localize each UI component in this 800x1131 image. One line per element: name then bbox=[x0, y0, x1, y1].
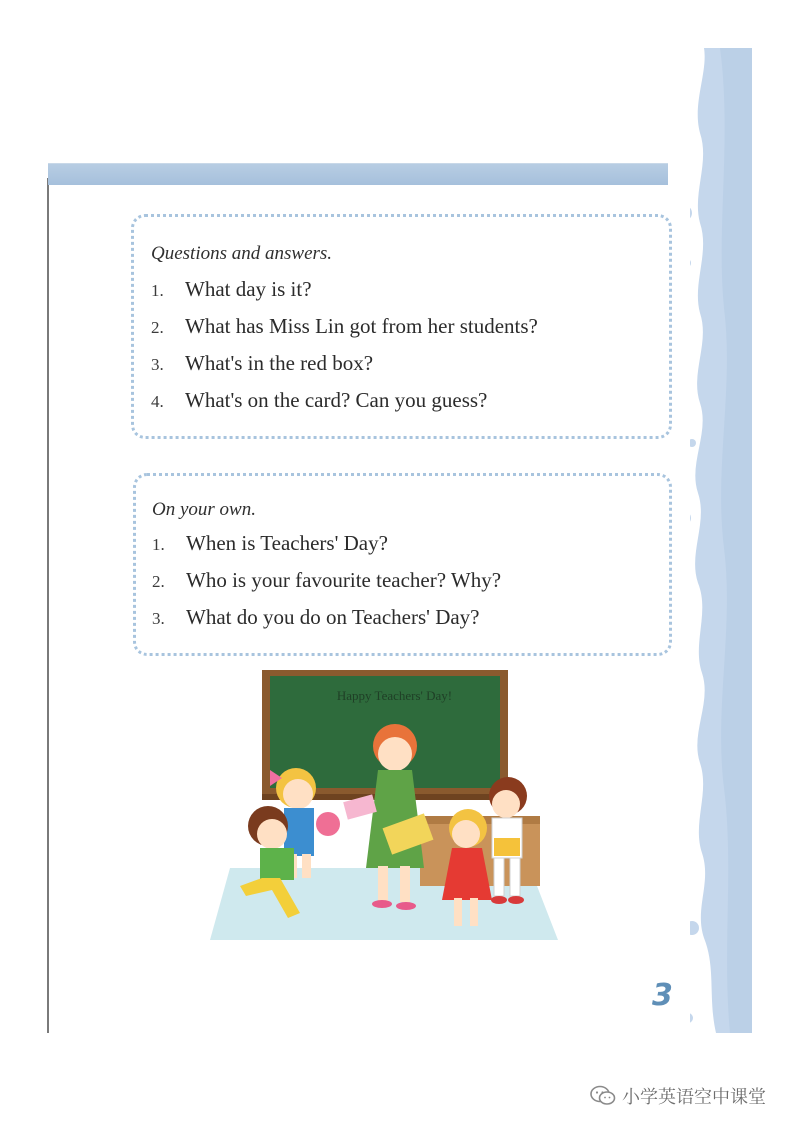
wechat-icon bbox=[590, 1085, 616, 1107]
question-list bbox=[152, 531, 501, 642]
list-item bbox=[152, 531, 501, 568]
question-list bbox=[151, 277, 538, 425]
item-number: 2. bbox=[152, 572, 165, 591]
item-text: What do you do on Teachers' Day? bbox=[186, 605, 480, 629]
item-number: 1. bbox=[151, 281, 164, 300]
list-item bbox=[152, 568, 501, 605]
page-number: 3 bbox=[652, 978, 673, 1013]
item-number: 3. bbox=[151, 355, 164, 374]
list-item bbox=[151, 388, 538, 425]
item-text: What's on the card? Can you guess? bbox=[185, 388, 488, 412]
item-text: When is Teachers' Day? bbox=[186, 531, 388, 555]
item-number: 3. bbox=[152, 609, 165, 628]
item-number: 1. bbox=[152, 535, 165, 554]
section-heading: Questions and answers. bbox=[151, 243, 333, 264]
watermark-text: 小学英语空中课堂 bbox=[622, 1087, 766, 1108]
watermark bbox=[590, 1083, 766, 1109]
on-your-own-box bbox=[133, 473, 672, 656]
page-left-edge bbox=[47, 178, 49, 1033]
item-text: What's in the red box? bbox=[185, 351, 374, 375]
list-item bbox=[151, 351, 538, 388]
chalkboard-text: Happy Teachers' Day! bbox=[336, 688, 453, 703]
questions-and-answers-box bbox=[131, 214, 672, 439]
list-item bbox=[151, 277, 538, 314]
item-text: Who is your favourite teacher? Why? bbox=[186, 568, 502, 592]
item-number: 2. bbox=[151, 318, 164, 337]
item-text: What day is it? bbox=[185, 277, 312, 301]
classroom-illustration bbox=[210, 668, 560, 943]
item-text: What has Miss Lin got from her students? bbox=[185, 314, 538, 338]
item-number: 4. bbox=[151, 392, 164, 411]
list-item bbox=[151, 314, 538, 351]
list-item bbox=[152, 605, 501, 642]
section-heading: On your own. bbox=[152, 499, 256, 520]
header-band bbox=[48, 163, 668, 185]
decorative-side-strip bbox=[690, 48, 752, 1033]
